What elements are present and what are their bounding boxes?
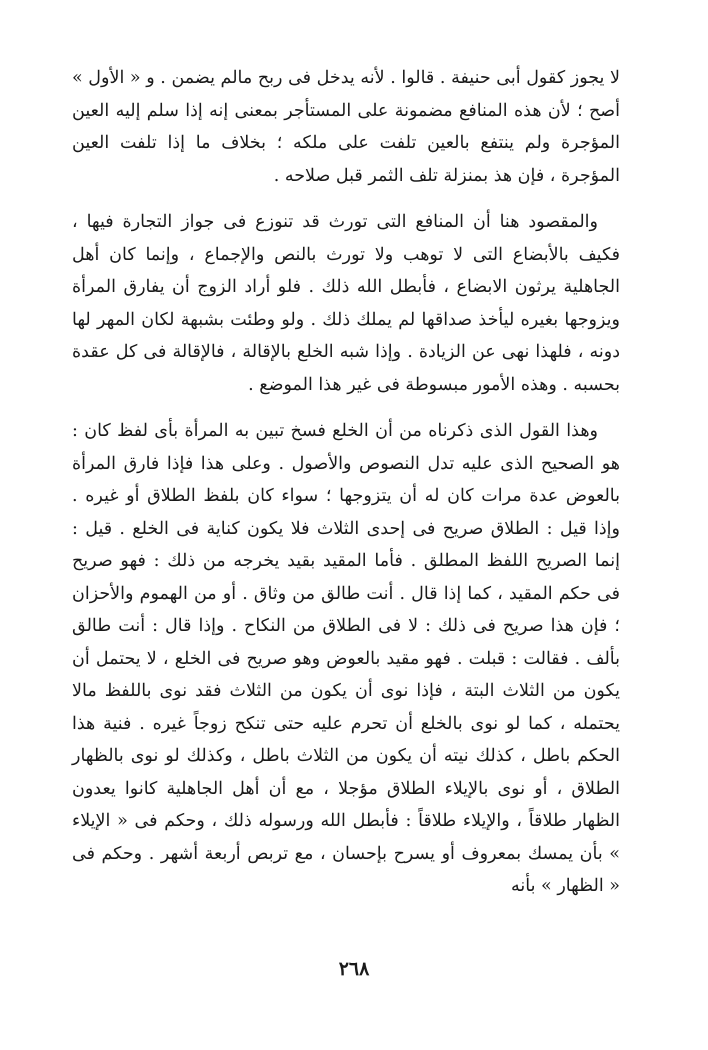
- paragraph-3: وهذا القول الذى ذكرناه من أن الخلع فسخ تبين به المرأة بأى لفظ كان : هو الصحيح الذى عليه تدل النصوص والأصول . وعلى هذا فإذا فارق المرأة بالعوض عدة مرات كان له أن يتزوجها ؛ سواء كان بلفظ الطلاق أو غيره . وإذا قيل : الطلاق صريح فى إحدى الثلاث فلا يكون كناية فى الخلع . قيل : إنما الصريح اللفظ المطلق . فأما المقيد بقيد يخرجه من ذلك : فهو صريح فى حكم المقيد ، كما إذا قال . أنت طالق من وثاق . أو من الهموم والأحزان ؛ فإن هذا صريح فى ذلك : لا فى الطلاق من النكاح . وإذا قال : أنت طالق بألف . فقالت : قبلت . فهو مقيد بالعوض وهو صريح فى الخلع ، لا يحتمل أن يكون من الثلاث البتة ، فإذا نوى أن يكون من الثلاث فقد نوى باللفظ مالا يحتمله ، كما لو نوى بالخلع أن تحرم عليه حتى تنكح زوجاً غيره . فنية هذا الحكم باطل ، كذلك نيته أن يكون من الثلاث باطل ، وكذلك لو نوى بالظهار الطلاق ، أو نوى بالإيلاء الطلاق مؤجلا ، مع أن أهل الجاهلية كانوا يعدون الظهار طلاقاً ، والإيلاء طلاقاً : فأبطل الله ورسوله ذلك ، وحكم فى « الإيلاء » بأن يمسك بمعروف أو يسرح بإحسان ، مع تربص أربعة أشهر . وحكم فى « الظهار » بأنه: [72, 421, 620, 896]
- page-body: [72, 62, 620, 917]
- paragraph-2: والمقصود هنا أن المنافع التى تورث قد تنوزع فى جواز التجارة فيها ، فكيف بالأبضاع التى لا توهب ولا تورث بالنص والإجماع ، وإنما كان أهل الجاهلية يرثون الابضاع ، فأبطل الله ذلك . فلو أراد الزوج أن يفارق المرأة ويزوجها بغيره ليأخذ صداقها لم يملك ذلك . ولو وطئت بشبهة لكان المهر لها دونه ، فلهذا نهى عن الزيادة . وإذا شبه الخلع بالإقالة ، فالإقالة فى كل عقدة بحسبه . وهذه الأمور مبسوطة فى غير هذا الموضع .: [72, 212, 620, 395]
- paragraph-1: لا يجوز كقول أبى حنيفة . قالوا . لأنه يدخل فى ربح مالم يضمن . و « الأول » أصح ؛ لأن هذه المنافع مضمونة على المستأجر بمعنى إنه إذا سلم إليه العين المؤجرة ولم ينتفع بالعين تلفت على ملكه ؛ بخلاف ما إذا تلفت العين المؤجرة ، فإن هذ بمنزلة تلف الثمر قبل صلاحه .: [72, 68, 620, 186]
- page-number: ٢٦٨: [338, 958, 370, 980]
